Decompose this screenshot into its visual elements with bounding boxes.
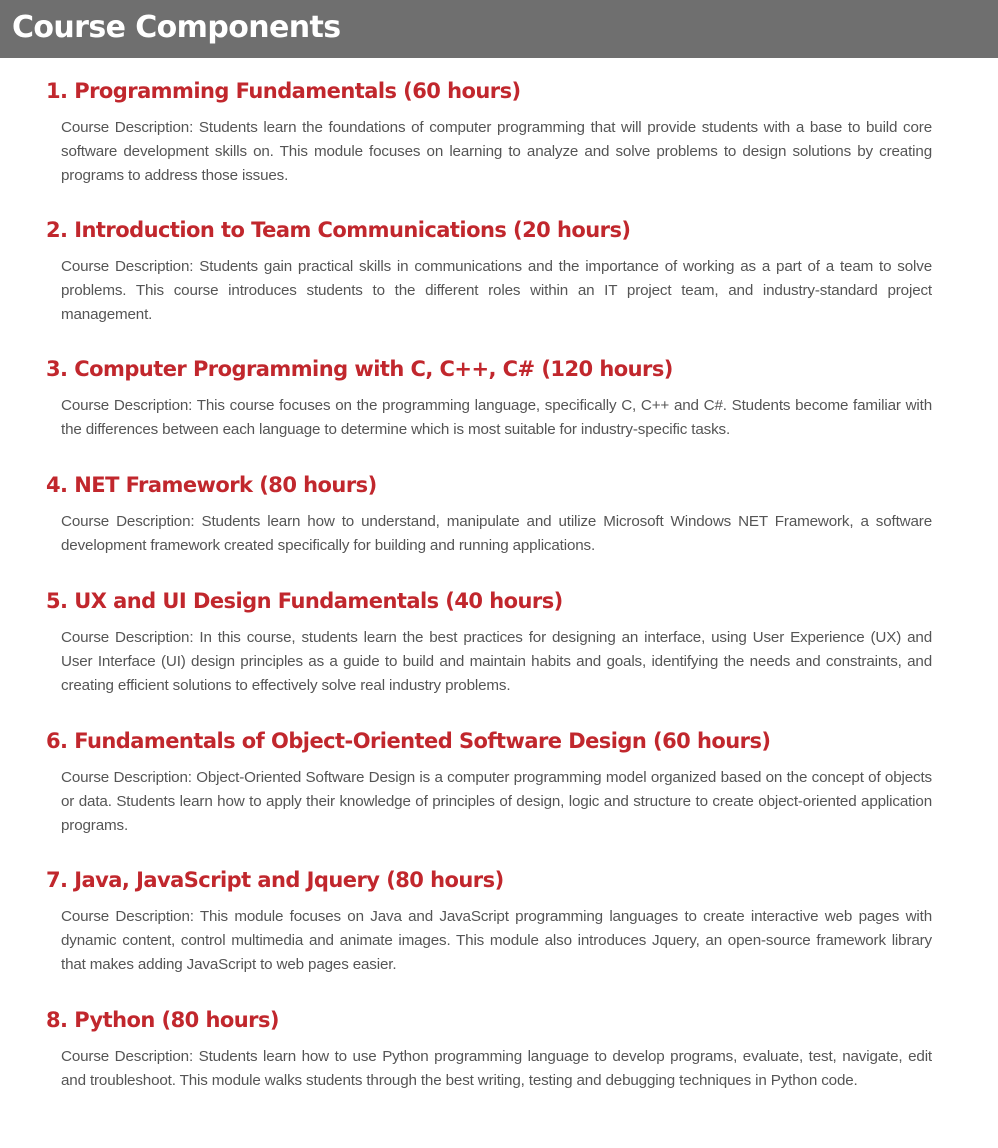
course-description: Course Description: Students learn the foundations of computer programming that will provide students with a base to build core software development skills on. This module focuses on learning to analyze and solve problems to design solutions by creating programs to address those issues. [61, 119, 932, 184]
course-description: Course Description: In this course, students learn the best practices for designing an interface, using User Experience (UX) and User Interface (UI) design principles as a guide to build and maintain habits and goals, identifying the needs and constraints, and creating efficient solutions to effectively solve real industry problems. [61, 629, 932, 694]
course-description: Course Description: Object-Oriented Software Design is a computer programming model organized based on the concept of objects or data. Students learn how to apply their knowledge of principles of design, logic and structure to create object-oriented application programs. [61, 769, 932, 834]
course-title: 3. Computer Programming with C, C++, C# (120 hours) [46, 357, 673, 381]
course-description: Course Description: Students learn how to use Python programming language to develop programs, evaluate, test, navigate, edit and troubleshoot. This module walks students through the best writing, testing and debugging techniques in Python code. [61, 1048, 932, 1089]
page-title: Course Components [12, 10, 341, 45]
course-title: 2. Introduction to Team Communications (20 hours) [46, 218, 631, 242]
course-title: 1. Programming Fundamentals (60 hours) [46, 79, 521, 103]
course-title: 6. Fundamentals of Object-Oriented Software Design (60 hours) [46, 729, 771, 753]
course-description: Course Description: This course focuses on the programming language, specifically C, C++ and C#. Students become familiar with the differences between each language to determine which is most suitable for industry-specific tasks. [61, 397, 932, 438]
course-description: Course Description: Students gain practical skills in communications and the importance of working as a part of a team to solve problems. This course introduces students to the different roles within an IT project team, and industry-standard project management. [61, 258, 932, 323]
course-title: 8. Python (80 hours) [46, 1008, 279, 1032]
course-title: 4. NET Framework (80 hours) [46, 473, 377, 497]
course-title: 5. UX and UI Design Fundamentals (40 hours) [46, 589, 563, 613]
course-title: 7. Java, JavaScript and Jquery (80 hours) [46, 868, 504, 892]
course-description: Course Description: Students learn how to understand, manipulate and utilize Microsoft Windows NET Framework, a software development framework created specifically for building and running applications. [61, 513, 932, 554]
page-header [0, 0, 998, 58]
course-description: Course Description: This module focuses on Java and JavaScript programming languages to create interactive web pages with dynamic content, control multimedia and animate images. This module also introduces Jquery, an open-source framework library that makes adding JavaScript to web pages easier. [61, 908, 932, 973]
